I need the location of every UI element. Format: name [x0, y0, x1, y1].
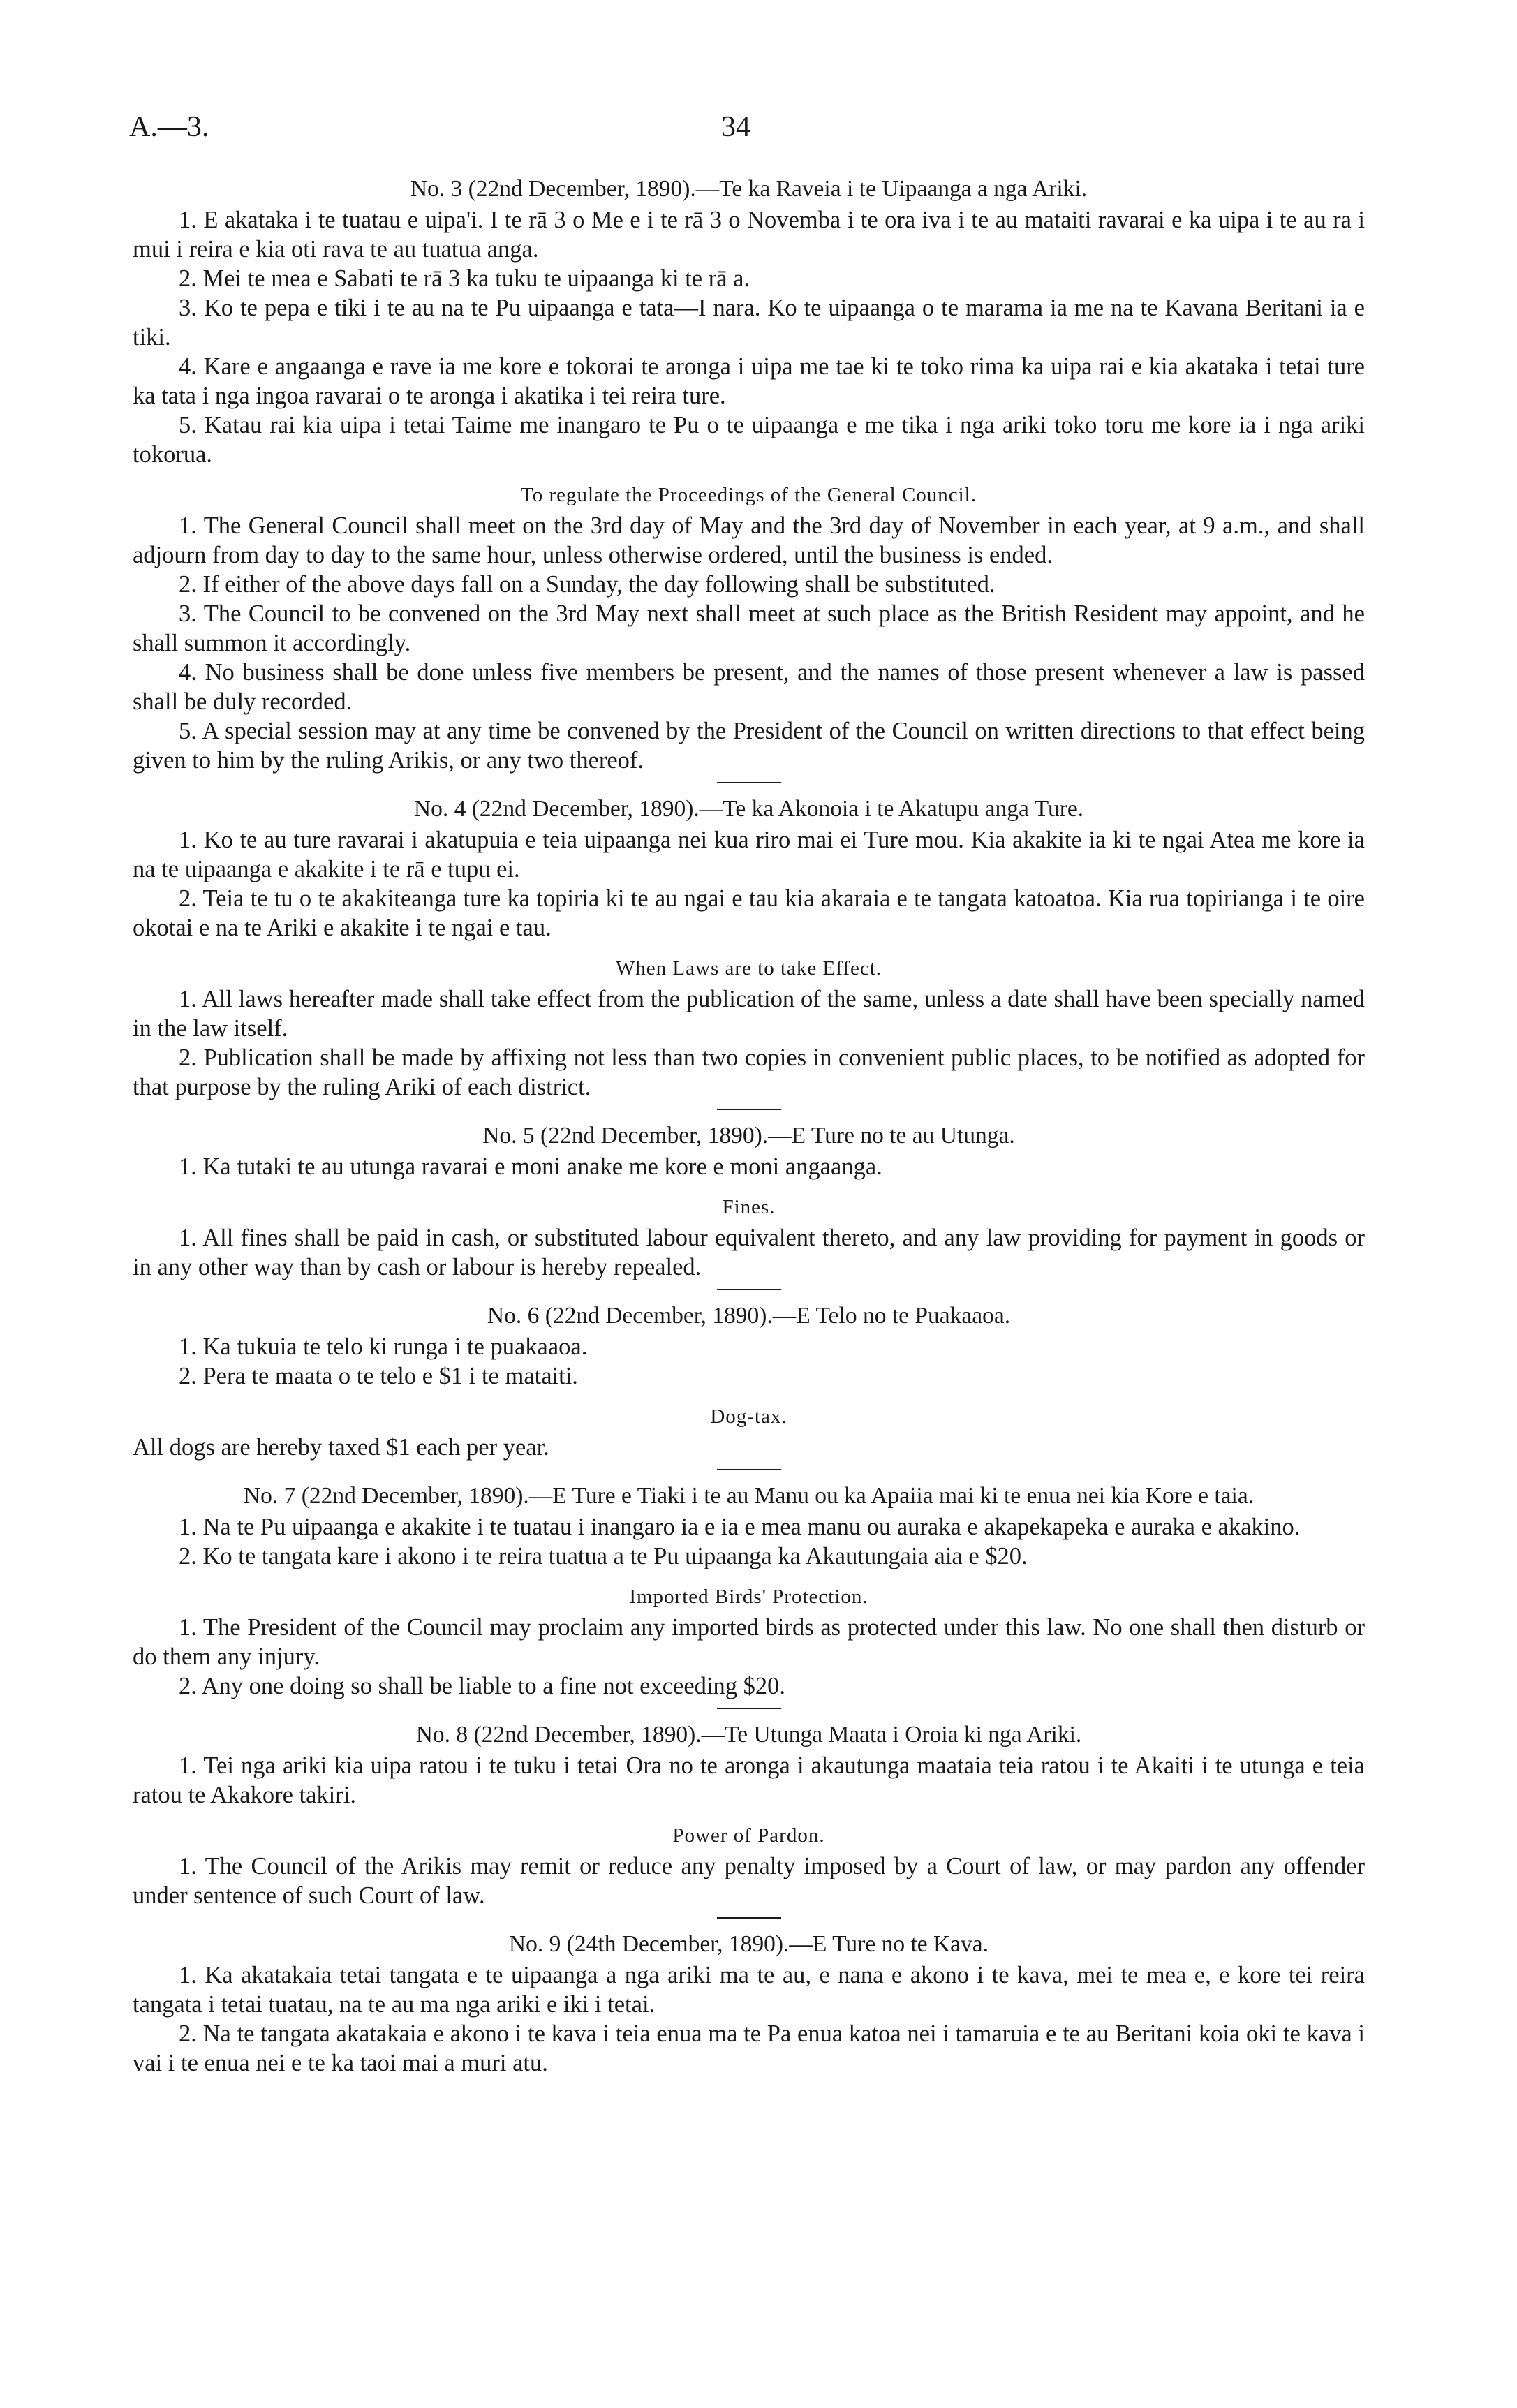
section-divider: [717, 1469, 781, 1470]
section-no-9: [133, 1928, 1365, 2078]
english-subtitle: Dog-tax.: [710, 1405, 787, 1428]
maori-paragraph: 1. Ka akatakaia tetai tangata e te uipaanga a nga ariki ma te au, e nana e akono i te kava, mei te mea e, e kore tei reira tangata i tetai tuatau, na te au ma nga ariki e iki i tetai.: [133, 1962, 1365, 2018]
section-title: No. 5 (22nd December, 1890).—E Ture no te au Utunga.: [482, 1123, 1015, 1148]
maori-paragraph: 1. E akataka i te tuatau e uipa'i. I te rā 3 o Me e i te rā 3 o Novemba i te ora iva i te au mataiti ravarai e ka uipa i te au ra i mui i reira e kia oti rava te au tuatua anga.: [133, 207, 1365, 263]
english-paragraph: 5. A special session may at any time be convened by the President of the Council on written directions to that effect being given to him by the ruling Arikis, or any two thereof.: [133, 718, 1365, 774]
section-title: No. 4 (22nd December, 1890).—Te ka Akonoia i te Akatupu anga Ture.: [413, 796, 1084, 822]
section-divider: [717, 782, 781, 783]
section-title: No. 8 (22nd December, 1890).—Te Utunga Maata i Oroia ki nga Ariki.: [415, 1722, 1082, 1748]
english-subtitle: Imported Birds' Protection.: [629, 1586, 868, 1608]
english-paragraph: 2. Publication shall be made by affixing not less than two copies in convenient public places, to be notified as adopted for that purpose by the ruling Ariki of each district.: [133, 1044, 1365, 1100]
english-subtitle: Fines.: [722, 1196, 776, 1218]
maori-paragraph: 1. Ka tukuia te telo ki runga i te puakaaoa.: [179, 1334, 588, 1360]
english-paragraph: 1. All fines shall be paid in cash, or substituted labour equivalent thereto, and any law providing for payment in goods or in any other way than by cash or labour is hereby repealed.: [133, 1225, 1365, 1280]
section-no-4: [133, 793, 1365, 1102]
english-paragraph: 1. All laws hereafter made shall take effect from the publication of the same, unless a date shall have been specially named in the law itself.: [133, 986, 1365, 1042]
maori-paragraph: 3. Ko te pepa e tiki i te au na te Pu uipaanga e tata—I nara. Ko te uipaanga o te marama ia me na te Kavana Beritani ia e tiki.: [133, 295, 1365, 350]
section-title: No. 6 (22nd December, 1890).—E Telo no te Puakaaoa.: [487, 1303, 1011, 1329]
section-divider: [717, 1289, 781, 1290]
section-title: No. 3 (22nd December, 1890).—Te ka Raveia i te Uipaanga a nga Ariki.: [410, 176, 1088, 202]
section-divider: [717, 1109, 781, 1110]
english-paragraph: 2. Any one doing so shall be liable to a fine not exceeding $20.: [179, 1673, 786, 1699]
section-divider: [717, 1917, 781, 1919]
section-title: No. 9 (24th December, 1890).—E Ture no te Kava.: [508, 1931, 989, 1957]
maori-paragraph: 4. Kare e angaanga e rave ia me kore e tokorai te aronga i uipa me tae ki te toko rima ka uipa rai e kia akataka i tetai ture ka tata i nga ingoa ravarai o te aronga i akatika i tei reira ture.: [133, 353, 1365, 409]
page-number: 34: [721, 111, 750, 143]
english-paragraph: All dogs are hereby taxed $1 each per year.: [133, 1434, 549, 1461]
english-paragraph: 2. If either of the above days fall on a Sunday, the day following shall be substituted.: [179, 571, 996, 598]
maori-paragraph: 2. Mei te mea e Sabati te rā 3 ka tuku te uipaanga ki te rā a.: [179, 265, 750, 292]
english-paragraph: 3. The Council to be convened on the 3rd May next shall meet at such place as the British Resident may appoint, and he shall summon it accordingly.: [133, 600, 1365, 656]
english-subtitle: To regulate the Proceedings of the General Council.: [521, 484, 977, 506]
maori-paragraph: 2. Teia te tu o te akakiteanga ture ka topiria ki te au ngai e tau kia akaraia e te tangata katoatoa. Kia rua topirianga i te oire okotai e na te Ariki e akakite i te ngai e tau.: [133, 885, 1365, 941]
maori-paragraph: 1. Tei nga ariki kia uipa ratou i te tuku i tetai Ora no te aronga i akautunga maataia teia ratou i te Akaiti i te utunga e teia ratou te Akakore takiri.: [133, 1752, 1365, 1808]
section-no-3: [133, 173, 1365, 775]
maori-paragraph: 2. Ko te tangata kare i akono i te reira tuatua a te Pu uipaanga ka Akautungaia aia e $20.: [179, 1543, 1028, 1569]
section-no-6: [133, 1300, 1365, 1462]
english-paragraph: 1. The Council of the Arikis may remit or reduce any penalty imposed by a Court of law, or may pardon any offender under sentence of such Court of law.: [133, 1853, 1365, 1909]
maori-paragraph: 5. Katau rai kia uipa i tetai Taime me inangaro te Pu o te uipaanga e me tika i nga ariki toko toru me kore ia i nga ariki tokorua.: [133, 412, 1365, 468]
english-paragraph: 1. The General Council shall meet on the 3rd day of May and the 3rd day of November in each year, at 9 a.m., and shall adjourn from day to day to the same hour, unless otherwise ordered, until the business is ended.: [133, 512, 1365, 568]
maori-paragraph: 2. Na te tangata akatakaia e akono i te kava i teia enua ma te Pa enua katoa nei i tamaruia e te au Beritani koia oki te kava i vai i te enua nei e te ka taoi mai a muri atu.: [133, 2021, 1365, 2076]
maori-paragraph: 1. Ko te au ture ravarai i akatupuia e teia uipaanga nei kua riro mai ei Ture mou. Kia akakite ia ki te ngai Atea me kore ia na te uipaanga e akakite i te rā e tupu ei.: [133, 827, 1365, 882]
section-no-8: [133, 1719, 1365, 1910]
section-title: No. 7 (22nd December, 1890).—E Ture e Tiaki i te au Manu ou ka Apaiia mai ki te enua nei kia Kore e taia.: [243, 1483, 1255, 1509]
english-paragraph: 1. The President of the Council may proclaim any imported birds as protected under this law. No one shall then disturb or do them any injury.: [133, 1614, 1365, 1670]
page-reference: A.—3.: [129, 111, 209, 143]
section-divider: [717, 1708, 781, 1709]
english-subtitle: Power of Pardon.: [672, 1824, 825, 1847]
english-paragraph: 4. No business shall be done unless five members be present, and the names of those present whenever a law is passed shall be duly recorded.: [133, 659, 1365, 715]
page-content: [133, 173, 1365, 2078]
english-subtitle: When Laws are to take Effect.: [615, 957, 882, 980]
section-no-5: [133, 1120, 1365, 1282]
maori-paragraph: 1. Ka tutaki te au utunga ravarai e moni anake me kore e moni angaanga.: [179, 1153, 882, 1180]
maori-paragraph: 1. Na te Pu uipaanga e akakite i te tuatau i inangaro ia e ia e mea manu ou auraka e akapekapeka e auraka e akakino.: [179, 1514, 1301, 1540]
section-no-7: [133, 1480, 1365, 1701]
maori-paragraph: 2. Pera te maata o te telo e $1 i te mataiti.: [179, 1363, 578, 1389]
